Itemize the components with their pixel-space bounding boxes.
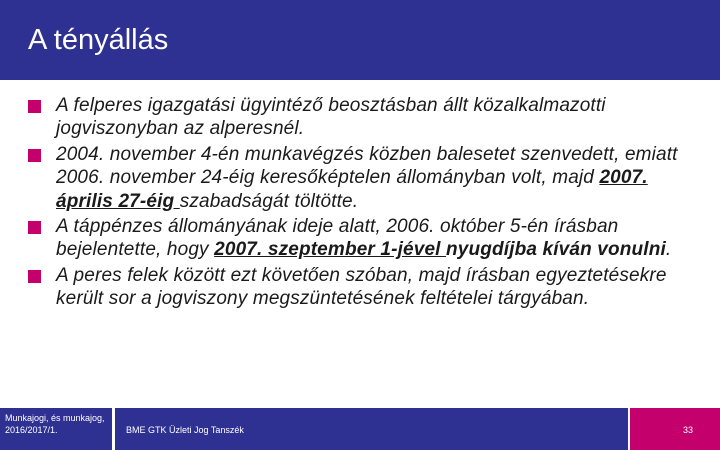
footer-course-box bbox=[0, 408, 112, 450]
square-bullet-icon bbox=[28, 221, 41, 234]
bullet-item-2 bbox=[28, 143, 708, 213]
bullet-text: 2004. november 4-én munkavégzés közben balesetet szenvedett, emiatt 2006. november 24-éig keresőképtelen állományban volt, majd bbox=[56, 143, 678, 189]
bullet-text: A táppénzes állományának ideje alatt, 2006. október 5-én írásban bejelentette, hogy bbox=[56, 216, 619, 261]
slide-title: A tényállás bbox=[28, 24, 169, 56]
bullet-item-1 bbox=[28, 94, 708, 141]
footer-department-box bbox=[115, 408, 628, 450]
slide-body bbox=[0, 80, 720, 408]
bullet-item-3 bbox=[28, 215, 708, 262]
slide-title-bar bbox=[0, 0, 720, 80]
footer-course: Munkajogi, és munkajog, 2016/2017/1. bbox=[5, 413, 105, 435]
bullet-item-4 bbox=[28, 264, 708, 311]
square-bullet-icon bbox=[28, 270, 41, 283]
footer-page-box bbox=[630, 408, 720, 450]
bullet-text: szabadságát töltötte. bbox=[179, 190, 359, 212]
bullet-text: . bbox=[665, 239, 672, 261]
bullet-list bbox=[28, 94, 708, 313]
footer-department: BME GTK Üzleti Jog Tanszék bbox=[126, 425, 244, 435]
square-bullet-icon bbox=[28, 100, 41, 113]
square-bullet-icon bbox=[28, 149, 41, 162]
bullet-text: A peres felek között ezt követően szóban, majd írásban egyeztetésekre került sor a jogviszony megszüntetésének feltételei tárgyában. bbox=[56, 264, 667, 310]
emphasized-text: nyugdíjba kíván vonulni bbox=[446, 239, 666, 261]
page-number: 33 bbox=[682, 425, 693, 435]
slide-footer bbox=[0, 408, 720, 450]
emphasized-date: 2007. szeptember 1-jével bbox=[214, 239, 447, 261]
emphasized-date: 2007. április 27-éig bbox=[56, 167, 648, 212]
bullet-text: A felperes igazgatási ügyintéző beosztásban állt közalkalmazotti jogviszonyban az alperesnél. bbox=[56, 95, 606, 140]
